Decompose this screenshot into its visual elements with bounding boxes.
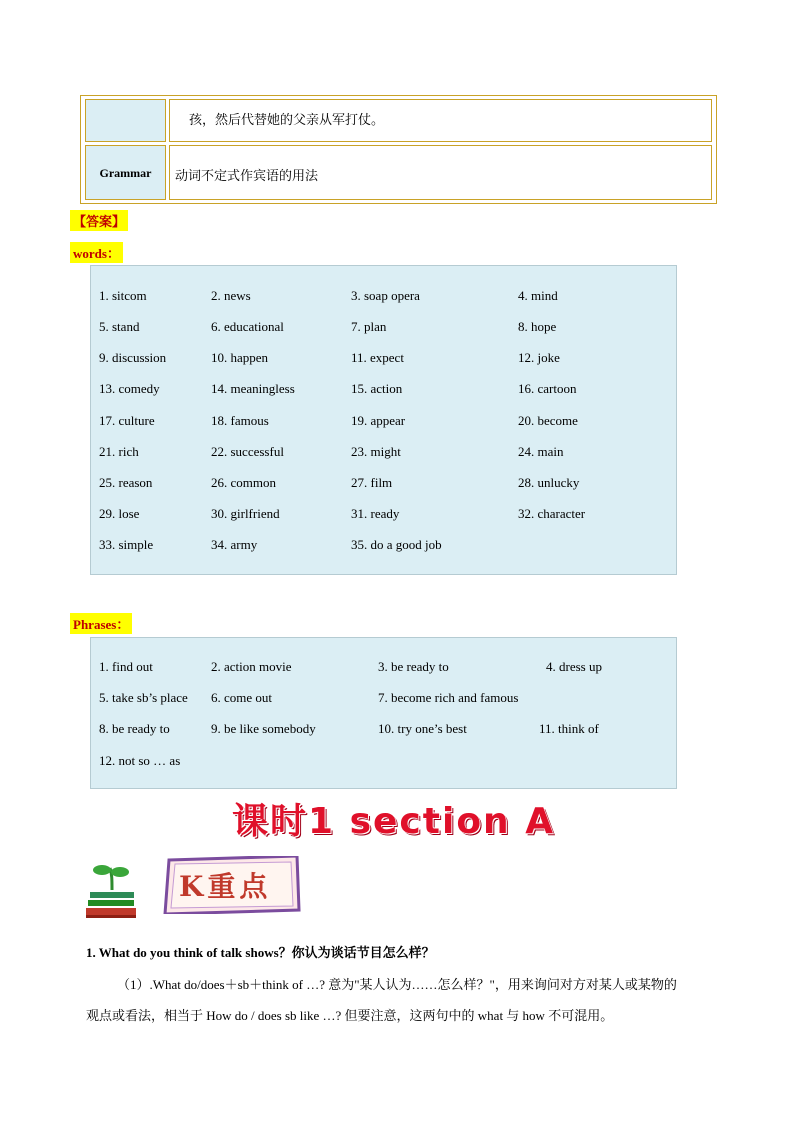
key-points-badge bbox=[163, 856, 301, 914]
words-tag: words： bbox=[70, 242, 123, 263]
word-item: 4. mind bbox=[518, 288, 558, 303]
phrase-item: 11. think of bbox=[539, 721, 599, 736]
info-table bbox=[80, 95, 717, 204]
grammar-text: 动词不定式作宾语的用法 bbox=[169, 145, 712, 200]
word-item: 33. simple bbox=[99, 537, 154, 552]
phrase-item: 12. not so … as bbox=[99, 753, 181, 768]
word-item: 18. famous bbox=[211, 413, 269, 428]
word-item: 27. film bbox=[351, 475, 393, 490]
word-item: 14. meaningless bbox=[211, 381, 295, 396]
word-item: 35. do a good job bbox=[351, 537, 442, 552]
word-item: 21. rich bbox=[99, 444, 139, 459]
word-item: 26. common bbox=[211, 475, 276, 490]
word-item: 10. happen bbox=[211, 350, 269, 365]
word-item: 1. sitcom bbox=[99, 288, 147, 303]
word-item: 28. unlucky bbox=[518, 475, 580, 490]
word-item: 5. stand bbox=[99, 319, 140, 334]
phrases-box bbox=[90, 637, 677, 789]
badge-text: K重点 bbox=[179, 870, 272, 903]
phrase-item: 9. be like somebody bbox=[211, 721, 316, 736]
phrase-item: 10. try one’s best bbox=[378, 721, 467, 736]
word-item: 30. girlfriend bbox=[211, 506, 280, 521]
word-item: 17. culture bbox=[99, 413, 155, 428]
book-plant-icon bbox=[84, 860, 140, 920]
point1-line2: 观点或看法，相当于 How do / does sb like …? 但要注意，这两句中的 what 与 how 不可混用。 bbox=[86, 1008, 614, 1023]
words-box bbox=[90, 265, 677, 575]
answer-tag: 【答案】 bbox=[70, 210, 128, 231]
word-item: 11. expect bbox=[351, 350, 404, 365]
word-item: 20. become bbox=[518, 413, 578, 428]
word-item: 23. might bbox=[351, 444, 401, 459]
word-item: 32. character bbox=[518, 506, 586, 521]
word-item: 8. hope bbox=[518, 319, 557, 334]
phrase-item: 4. dress up bbox=[546, 659, 602, 674]
word-item: 19. appear bbox=[351, 413, 406, 428]
word-item: 34. army bbox=[211, 537, 258, 552]
section-title: 课时1 section A bbox=[232, 801, 556, 842]
phrase-item: 3. be ready to bbox=[378, 659, 449, 674]
phrase-item: 6. come out bbox=[211, 690, 273, 705]
point1-heading: 1. What do you think of talk shows？你认为谈话节目怎么样？ bbox=[86, 945, 435, 960]
phrase-item: 7. become rich and famous bbox=[378, 690, 519, 705]
section-title-banner bbox=[232, 797, 572, 847]
point1-line1: （1）.What do/does＋sb＋think of …? 意为"某人认为……怎么样？"，用来询问对方对某人或某物的 bbox=[117, 977, 677, 992]
table-cell-empty bbox=[85, 99, 166, 142]
phrase-item: 1. find out bbox=[99, 659, 153, 674]
phrase-item: 8. be ready to bbox=[99, 721, 170, 736]
word-item: 16. cartoon bbox=[518, 381, 577, 396]
word-item: 6. educational bbox=[211, 319, 284, 334]
table-cell-text: 孩，然后代替她的父亲从军打仗。 bbox=[169, 99, 712, 142]
word-item: 9. discussion bbox=[99, 350, 167, 365]
word-item: 3. soap opera bbox=[351, 288, 420, 303]
word-item: 24. main bbox=[518, 444, 564, 459]
word-item: 31. ready bbox=[351, 506, 400, 521]
word-item: 22. successful bbox=[211, 444, 284, 459]
word-item: 25. reason bbox=[99, 475, 153, 490]
phrase-item: 5. take sb’s place bbox=[99, 690, 188, 705]
word-item: 29. lose bbox=[99, 506, 140, 521]
word-item: 2. news bbox=[211, 288, 251, 303]
phrase-item: 2. action movie bbox=[211, 659, 292, 674]
word-item: 15. action bbox=[351, 381, 403, 396]
phrases-tag: Phrases： bbox=[70, 613, 132, 634]
word-item: 13. comedy bbox=[99, 381, 160, 396]
word-item: 12. joke bbox=[518, 350, 560, 365]
word-item: 7. plan bbox=[351, 319, 387, 334]
grammar-label: Grammar bbox=[85, 145, 166, 200]
